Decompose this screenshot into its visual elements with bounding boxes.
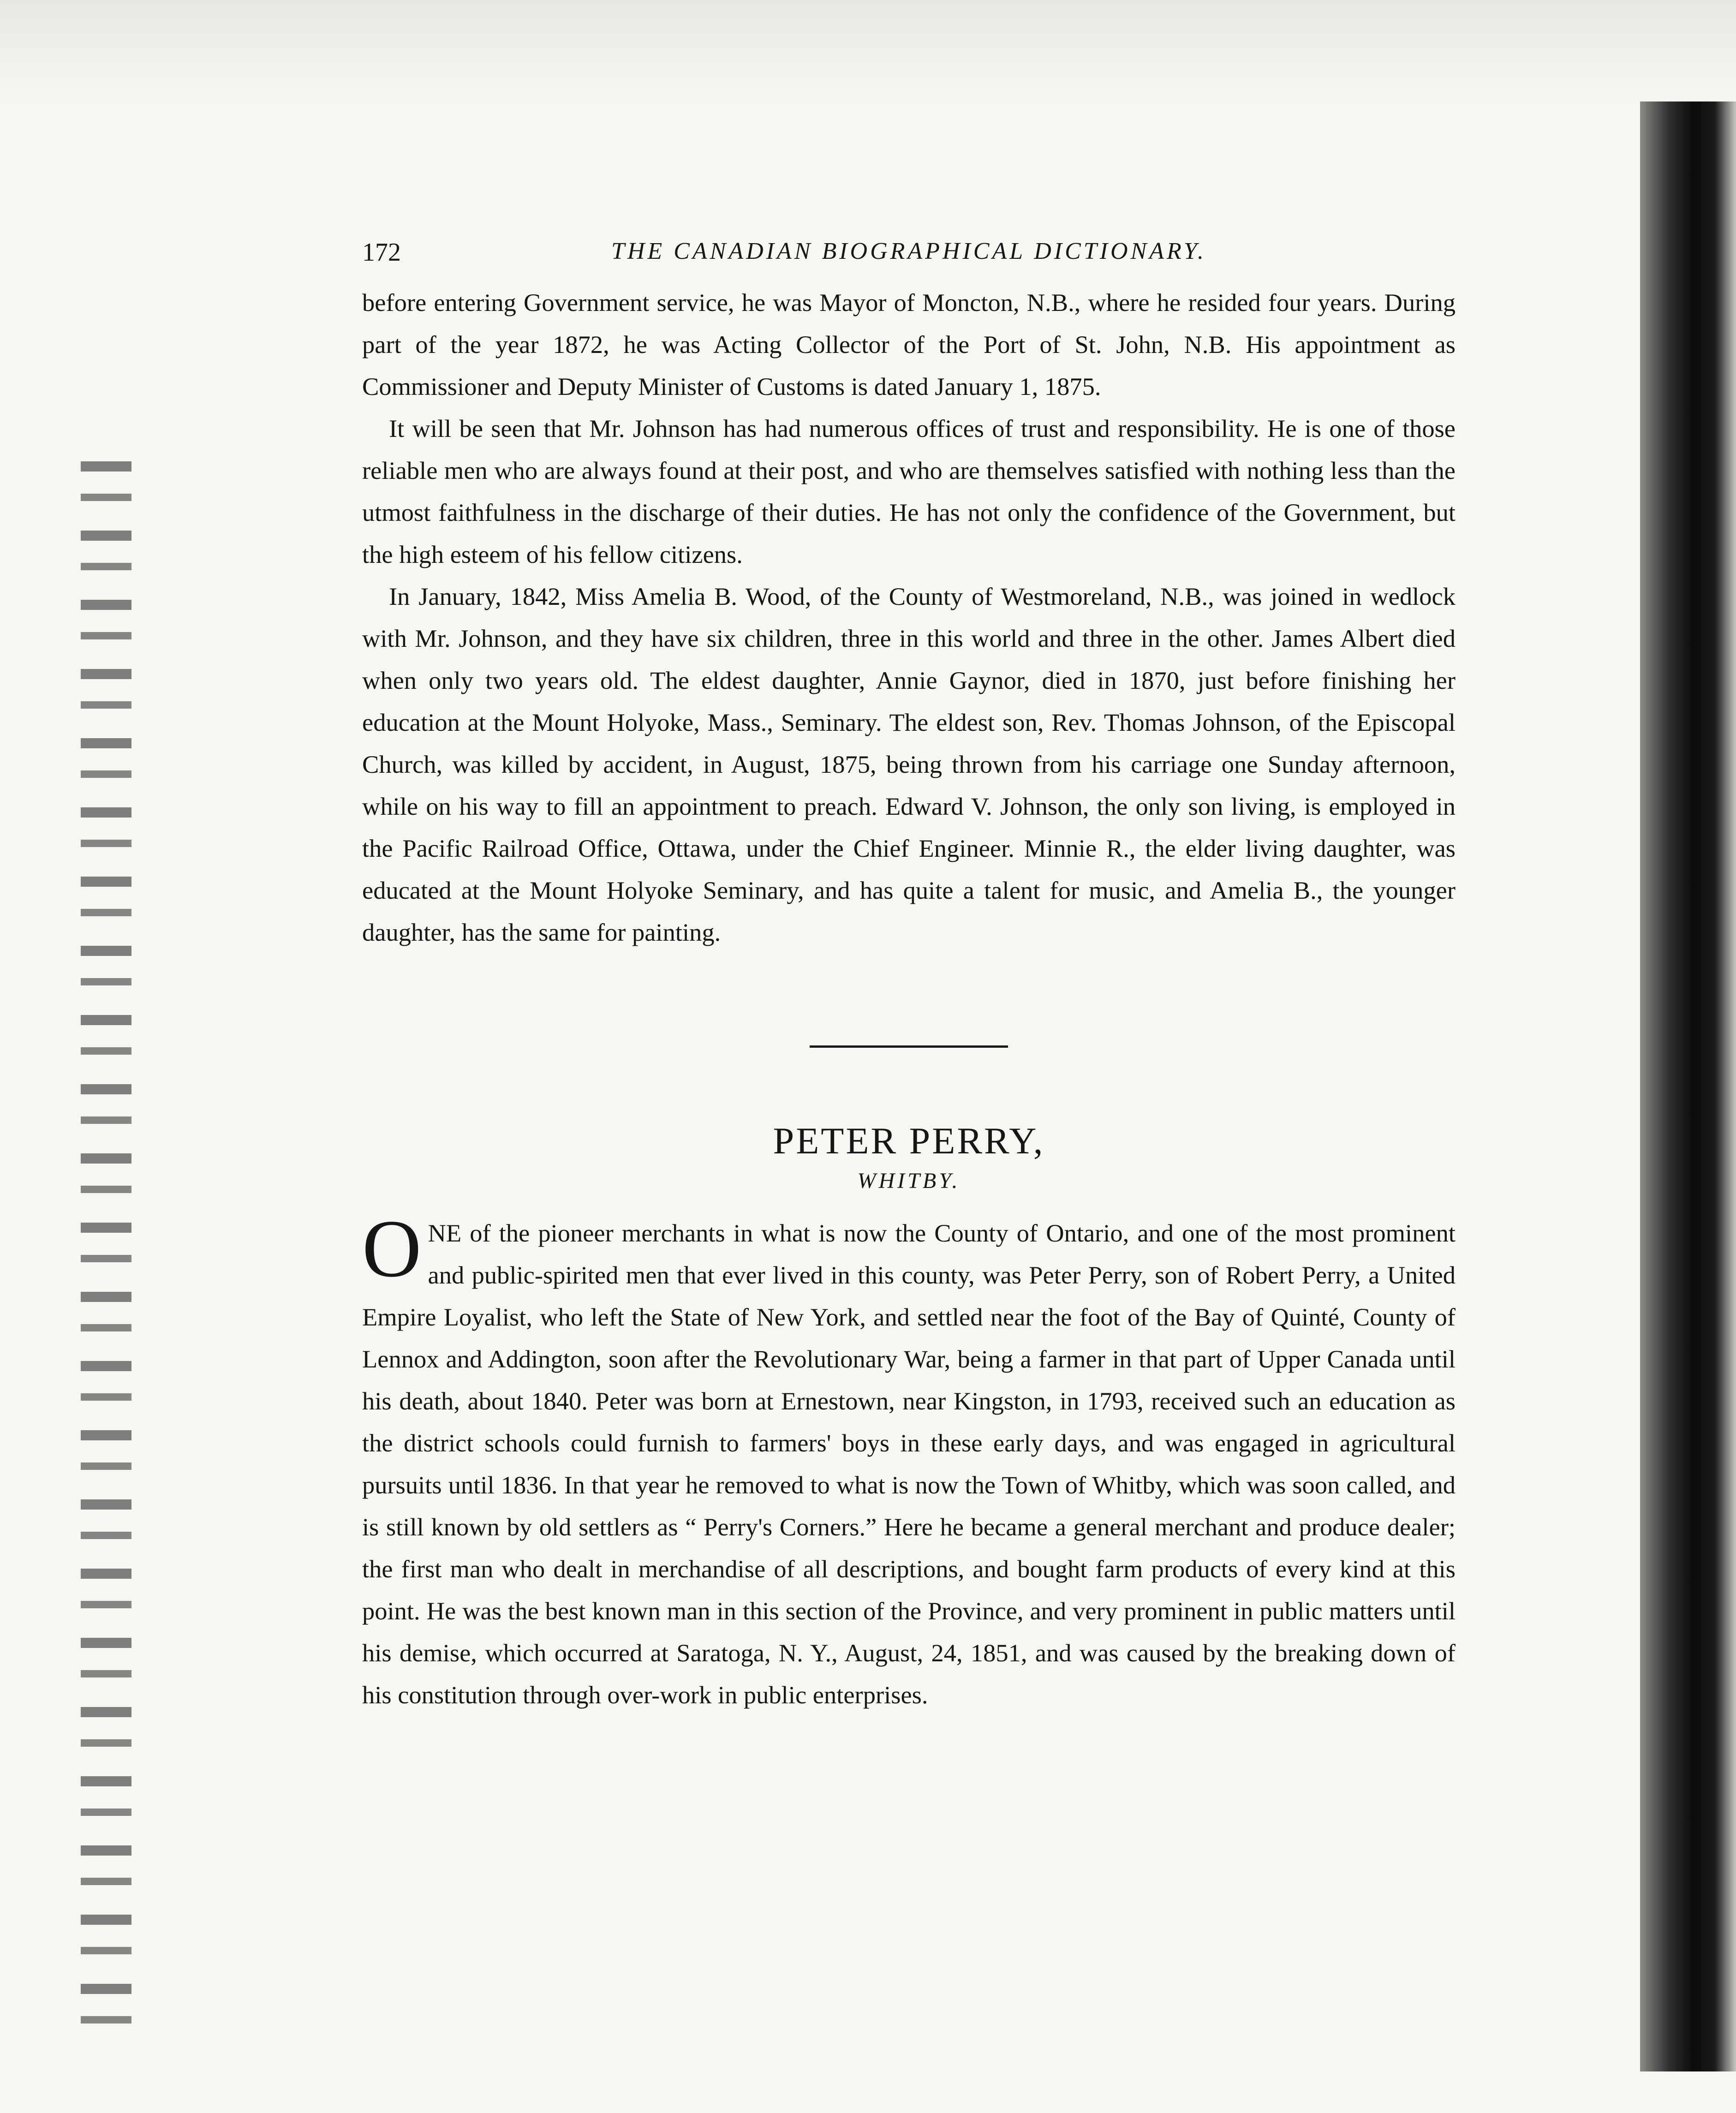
paragraph-continued: before entering Government service, he was Mayor of Moncton, N.B., where he resided four years. During part of the year 1872, he was Acting Collector of the Port of St. John, N.B. His appointment as Commissioner and Deputy Minister of Customs is dated January 1, 1875. <box>362 288 1456 400</box>
paragraph: It will be seen that Mr. Johnson has had numerous offices of trust and responsibility. He is one of those reliable men who are always found at their post, and who are themselves satisfied with nothing less than the utmost faithfulness in the discharge of their duties. He has not only the confidence of the Government, but the high esteem of his fellow citizens. <box>362 414 1456 568</box>
entry-place: WHITBY. <box>857 1169 960 1193</box>
page-body <box>362 221 1456 1716</box>
running-head <box>362 221 1456 281</box>
scan-edge-top <box>0 0 1736 106</box>
scan-edge-right <box>1640 101 1736 2071</box>
entry-title: PETER PERRY, <box>773 1120 1045 1162</box>
paragraph: In January, 1842, Miss Amelia B. Wood, of the County of Westmoreland, N.B., was joined in wedlock with Mr. Johnson, and they have six children, three in this world and three in the other. James Albert died when only two years old. The eldest daughter, Annie Gaynor, died in 1870, just before finishing her education at the Mount Holyoke, Mass., Seminary. The eldest son, Rev. Thomas Johnson, of the Episcopal Church, was killed by accident, in August, 1875, being thrown from his carriage one Sunday afternoon, while on his way to fill an appointment to preach. Edward V. Johnson, the only son living, is employed in the Pacific Railroad Office, Ottawa, under the Chief Engineer. Minnie R., the elder living daughter, was educated at the Mount Holyoke Seminary, and has quite a talent for music, and Amelia B., the younger daughter, has the same for painting. <box>362 582 1456 946</box>
binding-shadow-left <box>81 461 131 2039</box>
page-number: 172 <box>362 238 401 267</box>
drop-cap: O <box>362 1203 422 1294</box>
section-divider <box>810 1045 1008 1048</box>
running-title: THE CANADIAN BIOGRAPHICAL DICTIONARY. <box>611 238 1206 264</box>
entry-body-text: NE of the pioneer merchants in what is now the County of Ontario, and one of the most prominent and public-spirited men that ever lived in this county, was Peter Perry, son of Robert Perry, a United Empire Loyalist, who left the State of New York, and settled near the foot of the Bay of Quinté, County of Lennox and Addington, soon after the Revolutionary War, being a farmer in that part of Upper Canada until his death, about 1840. Peter was born at Ernestown, near Kingston, in 1793, received such an education as the district schools could furnish to farmers' boys in these early days, and was engaged in agricultural pursuits until 1836. In that year he removed to what is now the Town of Whitby, which was soon called, and is still known by old settlers as “ Perry's Corners.” Here he became a general merchant and produce dealer; the first man who dealt in merchandise of all descriptions, and bought farm products of every kind at this point. He was the best known man in this section of the Province, and very prominent in public matters until his demise, which occurred at Saratoga, N. Y., August, 24, 1851, and was caused by the breaking down of his constitution through over-work in public enterprises. <box>362 1219 1456 1709</box>
entry-body <box>362 1203 1456 1716</box>
